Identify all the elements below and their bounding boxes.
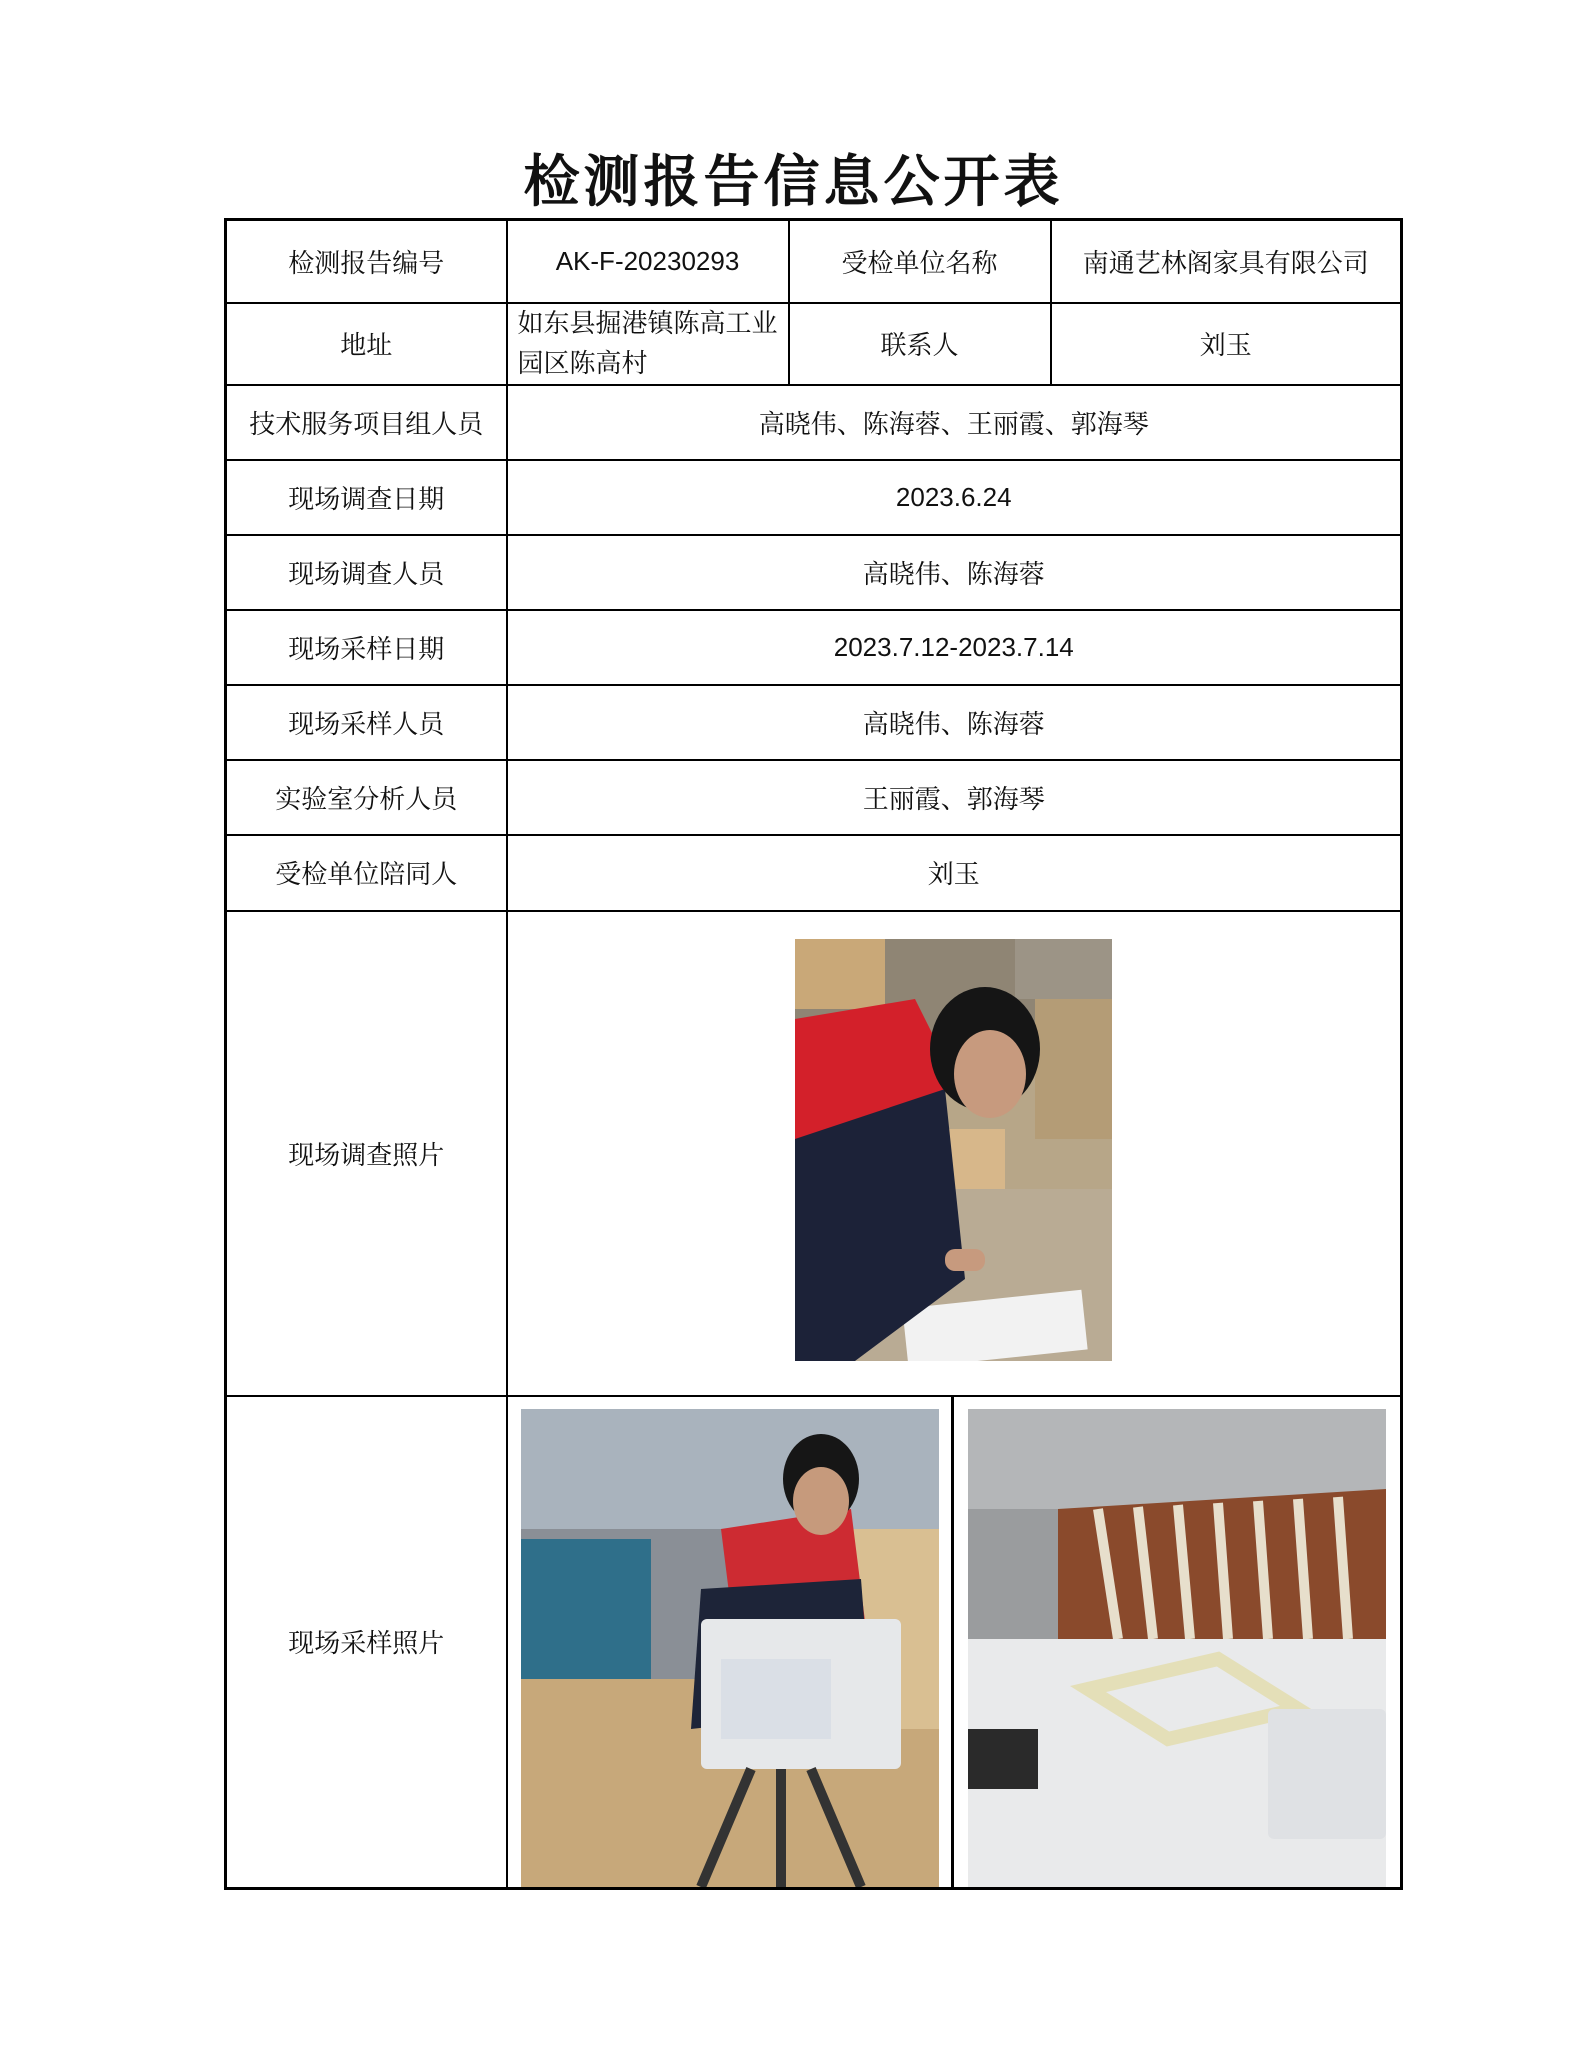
sampling-photo-group <box>508 1397 1401 1887</box>
sampling-staff-value: 高晓伟、陈海蓉 <box>507 685 1402 760</box>
survey-photo <box>795 939 1112 1361</box>
unit-name-value: 南通艺林阁家具有限公司 <box>1051 220 1402 303</box>
escort-value: 刘玉 <box>507 835 1402 911</box>
contact-value: 刘玉 <box>1051 303 1402 385</box>
survey-photo-cell <box>507 911 1402 1396</box>
sampling-photo-cell <box>507 1396 1402 1889</box>
photo-divider <box>951 1397 954 1887</box>
info-table <box>224 218 1403 1890</box>
table-row <box>226 610 1402 685</box>
sampling-photo-2 <box>968 1409 1386 1887</box>
table-row <box>226 535 1402 610</box>
sampling-photo-label: 现场采样照片 <box>226 1396 507 1889</box>
survey-photo-label: 现场调查照片 <box>226 911 507 1396</box>
address-value: 如东县掘港镇陈高工业园区陈高村 <box>507 303 789 385</box>
table-row <box>226 835 1402 911</box>
table-row <box>226 303 1402 385</box>
survey-photo-image <box>795 939 1112 1361</box>
survey-staff-label: 现场调查人员 <box>226 535 507 610</box>
table-row <box>226 1396 1402 1889</box>
sampling-date-label: 现场采样日期 <box>226 610 507 685</box>
survey-date-value: 2023.6.24 <box>507 460 1402 535</box>
sampling-staff-label: 现场采样人员 <box>226 685 507 760</box>
team-label: 技术服务项目组人员 <box>226 385 507 460</box>
table-row <box>226 385 1402 460</box>
table-row <box>226 685 1402 760</box>
table-row <box>226 220 1402 303</box>
table-row <box>226 460 1402 535</box>
report-no-value: AK-F-20230293 <box>507 220 789 303</box>
address-label: 地址 <box>226 303 507 385</box>
survey-staff-value: 高晓伟、陈海蓉 <box>507 535 1402 610</box>
lab-staff-value: 王丽霞、郭海琴 <box>507 760 1402 835</box>
lab-staff-label: 实验室分析人员 <box>226 760 507 835</box>
table-row <box>226 911 1402 1396</box>
report-no-label: 检测报告编号 <box>226 220 507 303</box>
table-row <box>226 760 1402 835</box>
survey-date-label: 现场调查日期 <box>226 460 507 535</box>
escort-label: 受检单位陪同人 <box>226 835 507 911</box>
unit-name-label: 受检单位名称 <box>789 220 1051 303</box>
contact-label: 联系人 <box>789 303 1051 385</box>
page-title: 检测报告信息公开表 <box>523 150 1064 215</box>
sampling-photo-1 <box>521 1409 939 1887</box>
team-value: 高晓伟、陈海蓉、王丽霞、郭海琴 <box>507 385 1402 460</box>
sampling-date-value: 2023.7.12-2023.7.14 <box>507 610 1402 685</box>
